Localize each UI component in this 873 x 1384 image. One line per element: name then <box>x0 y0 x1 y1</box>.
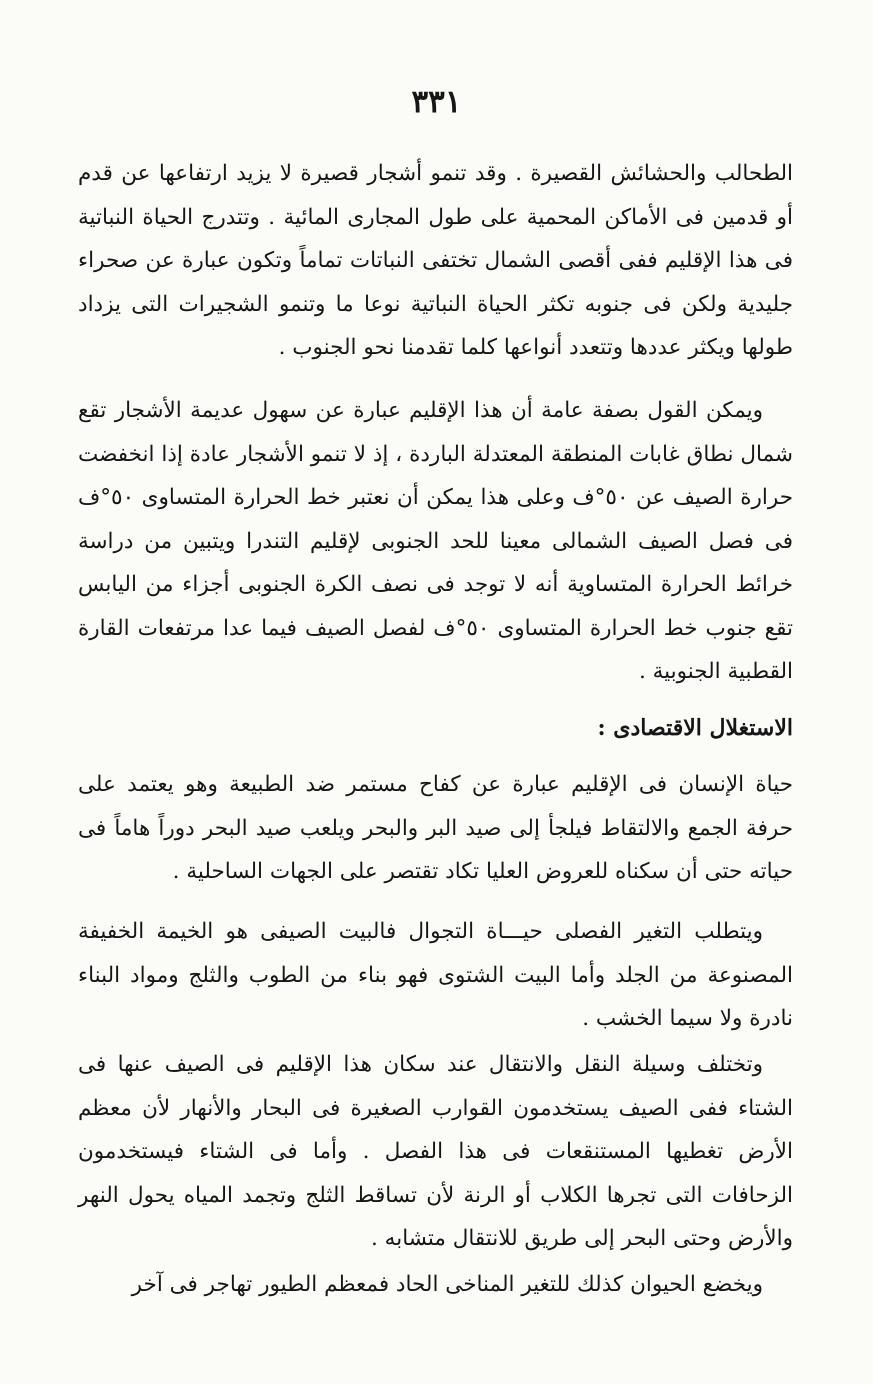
paragraph-tundra-boundary: ويمكن القول بصفة عامة أن هذا الإقليم عبارة عن سهول عديمة الأشجار تقع شمال نطاق غابات المنطقة المعتدلة الباردة ، إذ لا تنمو الأشجار عادة إذا انخفضت حرارة الصيف عن ٥٠°ف وعلى هذا يمكن أن نعتبر خط الحرارة المتساوى ٥٠°ف فى فصل الصيف الشمالى معينا للحد الجنوبى لإقليم التندرا ويتبين من دراسة خرائط الحرارة المتساوية أنه لا توجد فى نصف الكرة الجنوبى أجزاء من اليابس تقع جنوب خط الحرارة المتساوى ٥٠°ف لفصل الصيف فيما عدا مرتفعات القارة القطبية الجنوبية . <box>78 398 793 684</box>
section-heading-economic-use: الاستغلال الاقتصادى : <box>597 715 793 741</box>
page-number: ٣٣١ <box>411 84 462 120</box>
paragraph-human-life: حياة الإنسان فى الإقليم عبارة عن كفاح مستمر ضد الطبيعة وهو يعتمد على حرفة الجمع والالتقاط فيلجأ إلى صيد البر والبحر ويلعب صيد البحر دوراً هاماً فى حياته حتى أن سكناه للعروض العليا تكاد تقتصر على الجهات الساحلية . <box>78 772 793 884</box>
paragraph-transport: وتختلف وسيلة النقل والانتقال عند سكان هذا الإقليم فى الصيف عنها فى الشتاء ففى الصيف يستخدمون القوارب الصغيرة فى البحار والأنهار لأن معظم الأرض تغطيها المستنقعات فى هذا الفصل . وأما فى الشتاء فيستخدمون الزحافات التى تجرها الكلاب أو الرنة لأن تساقط الثلج وتجمد المياه يحول النهر والأرض وحتى البحر إلى طريق للانتقال متشابه . <box>78 1052 793 1251</box>
paragraph-housing: ويتطلب التغير الفصلى حيـــاة التجوال فالبيت الصيفى هو الخيمة الخفيفة المصنوعة من الجلد وأما البيت الشتوى فهو بناء من الطوب والثلج ومواد البناء نادرة ولا سيما الخشب . <box>78 919 793 1031</box>
paragraph-animals: ويخضع الحيوان كذلك للتغير المناخى الحاد فمعظم الطيور تهاجر فى آخر <box>131 1272 763 1297</box>
paragraph-vegetation: الطحالب والحشائش القصيرة . وقد تنمو أشجار قصيرة لا يزيد ارتفاعها عن قدم أو قدمين فى الأماكن المحمية على طول المجارى المائية . وتتدرج الحياة النباتية فى هذا الإقليم ففى أقصى الشمال تختفى النباتات تماماً وتكون عبارة عن صحراء جليدية ولكن فى جنوبه تكثر الحياة النباتية نوعا ما وتنمو الشجيرات التى يزداد طولها ويكثر عددها وتتعدد أنواعها كلما تقدمنا نحو الجنوب . <box>78 161 793 360</box>
